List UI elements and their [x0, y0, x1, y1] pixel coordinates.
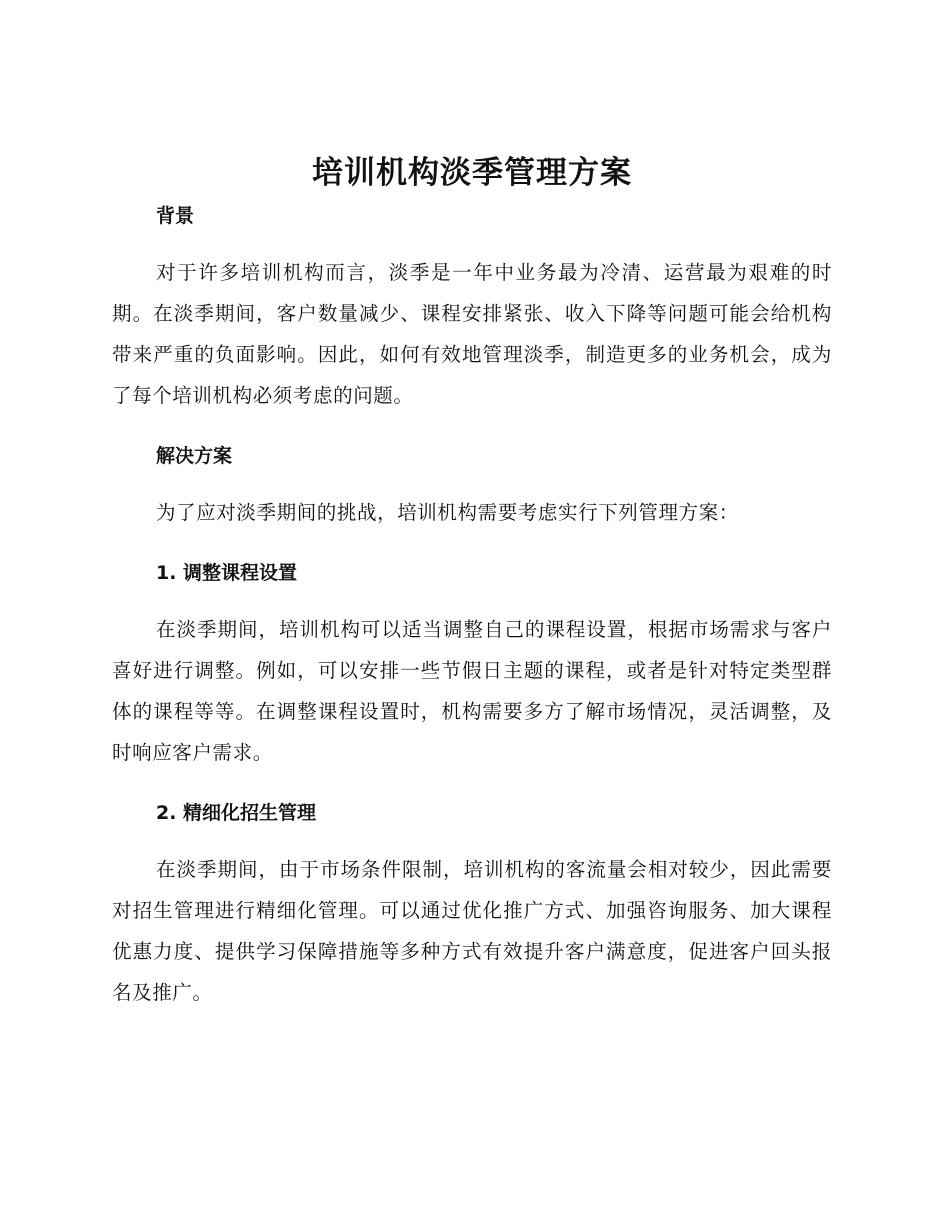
- background-heading: 背景: [156, 205, 195, 227]
- item1-heading: 1. 调整课程设置: [156, 562, 298, 584]
- document-page: [112, 150, 832, 1013]
- item1-paragraph: 在淡季期间，培训机构可以适当调整自己的课程设置，根据市场需求与客户喜好进行调整。例如，可以安排一些节假日主题的课程，或者是针对特定类型群体的课程等等。在调整课程设置时，机构需要多方了解市场情况，灵活调整，及时响应客户需求。: [112, 618, 832, 764]
- item2-heading: 2. 精细化招生管理: [156, 802, 317, 824]
- background-paragraph: 对于许多培训机构而言，淡季是一年中业务最为冷清、运营最为艰难的时期。在淡季期间，客户数量减少、课程安排紧张、收入下降等问题可能会给机构带来严重的负面影响。因此，如何有效地管理淡季，制造更多的业务机会，成为了每个培训机构必须考虑的问题。: [112, 261, 832, 407]
- item2-paragraph: 在淡季期间，由于市场条件限制，培训机构的客流量会相对较少，因此需要对招生管理进行精细化管理。可以通过优化推广方式、加强咨询服务、加大课程优惠力度、提供学习保障措施等多种方式有效提升客户满意度，促进客户回头报名及推广。: [112, 858, 832, 1004]
- document-title: 培训机构淡季管理方案: [312, 155, 632, 191]
- solution-heading: 解决方案: [156, 445, 233, 467]
- solution-intro-paragraph: 为了应对淡季期间的挑战，培训机构需要考虑实行下列管理方案：: [156, 501, 739, 524]
